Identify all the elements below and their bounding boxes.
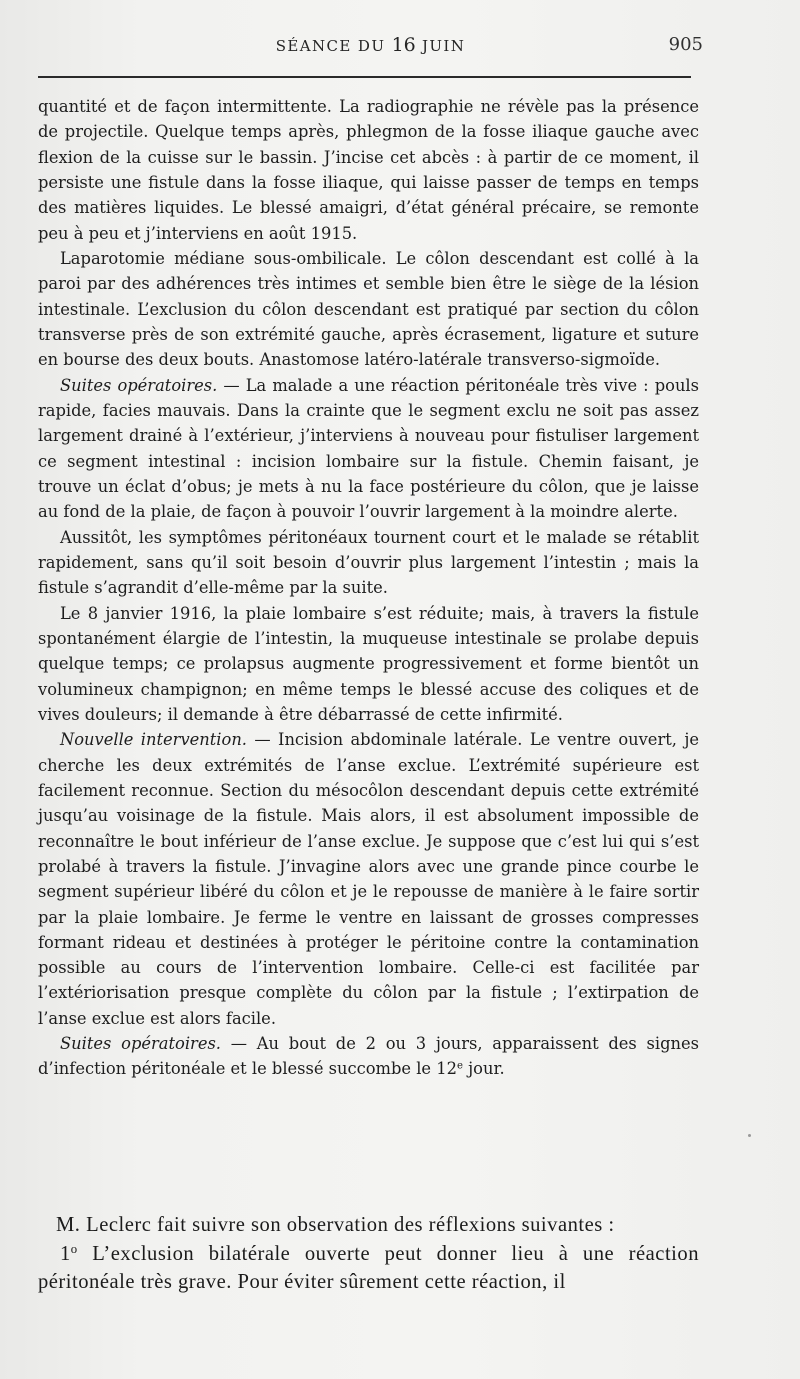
- paragraph: Aussitôt, les symptômes péritonéaux tournent court et le malade se rétablit rapidement, sans qu’il soit besoin d’ouvrir plus largement l’intestin ; mais la fistule s’agrandit d’elle-même par la suite.: [38, 527, 699, 598]
- commentary: [38, 1211, 699, 1297]
- paragraph: quantité et de façon intermittente. La radiographie ne révèle pas la présence de projectile. Quelque temps après, phlegmon de la fosse iliaque gauche avec flexion de la cuisse sur le bassin. J’incise cet abcès : à partir de ce moment, il persiste une fistule dans la fosse iliaque, qui laisse passer de temps en temps des matières liquides. Le blessé amaigri, d’état général précaire, se remonte peu à peu et j’interviens en août 1915.: [38, 97, 699, 243]
- paragraph: Le 8 janvier 1916, la plaie lombaire s’est réduite; mais, à travers la fistule spontanément élargie de l’intestin, la muqueuse intestinale se prolabe depuis quelque temps; ce prolapsus augmente progressivement et forme bientôt un volumineux champignon; en même temps le blessé accuse des coliques et de vives douleurs; il demande à être débarrassé de cette infirmité.: [38, 603, 699, 724]
- point-number: 1: [60, 1242, 71, 1265]
- commentary-intro: M. Leclerc fait suivre son observation des réflexions suivantes :: [56, 1214, 615, 1236]
- section-lead: Suites opératoires.: [60, 375, 218, 395]
- paragraph: Laparotomie médiane sous-ombilicale. Le côlon descendant est collé à la paroi par des adhérences très intimes et semble bien être le siège de la lésion intestinale. L’exclusion du côlon descendant est pratiqué par section du côlon transverse près de son extrémité gauche, après écrasement, ligature et suture en bourse des deux bouts. Anastomose latéro-latérale transverso-sigmoïde.: [38, 248, 699, 370]
- point-text: L’exclusion bilatérale ouverte peut donner lieu à une réaction péritonéale très grave. Pour éviter sûrement cette réaction, il: [38, 1242, 699, 1294]
- superscript: e: [456, 1060, 463, 1072]
- title-month: JUIN: [421, 37, 466, 55]
- paragraph: Nouvelle intervention. — Incision abdominale latérale. Le ventre ouvert, je cherche les deux extrémités de l’anse exclue. L’extrémité supérieure est facilement reconnue. Section du mésocôlon descendant depuis cette extrémité jusqu’au voisinage de la fistule. Mais alors, il est absolument impossible de reconnaître le bout inférieur de l’anse exclue. Je suppose que c’est lui qui s’est prolabé à travers la fistule. J’invagine alors avec une grande pince courbe le segment supérieur libéré du côlon et je le repousse de manière à le faire sortir par la plaie lombaire. Je ferme le ventre en laissant de grosses compresses formant rideau et destinées à protéger le péritoine contre la contamination possible au cours de l’intervention lombaire. Celle-ci est facilitée par l’extériorisation presque complète du côlon par la fistule ; l’extirpation de l’anse exclue est alors facile.: [38, 730, 699, 1028]
- section-lead: Nouvelle intervention.: [60, 730, 247, 750]
- page-number: 905: [668, 34, 703, 55]
- case-report: [38, 94, 699, 1082]
- running-title: [38, 33, 703, 58]
- commentary-point: [38, 1240, 699, 1297]
- title-prefix: SÉANCE DU: [275, 37, 386, 55]
- paragraph: Suites opératoires. — Au bout de 2 ou 3 jours, apparaissent des signes d’infection péritonéale et le blessé succombe le 12e jour.: [38, 1034, 700, 1079]
- title-day: 16: [391, 34, 416, 56]
- section-lead: Suites opératoires.: [60, 1034, 221, 1054]
- margin-speck: [748, 1134, 751, 1137]
- header-rule: [38, 76, 691, 78]
- running-head: [38, 33, 703, 57]
- point-ordinal: o: [70, 1241, 78, 1256]
- paragraph: Suites opératoires. — La malade a une réaction péritonéale très vive : pouls rapide, facies mauvais. Dans la crainte que le segment exclu ne soit pas assez largement drainé à l’extérieur, j’interviens à nouveau pour fistuliser largement ce segment intestinal : incision lombaire sur la fistule. Chemin faisant, je trouve un éclat d’obus; je mets à nu la face postérieure du côlon, que je laisse au fond de la plaie, de façon à pouvoir l’ouvrir largement à la moindre alerte.: [38, 375, 699, 522]
